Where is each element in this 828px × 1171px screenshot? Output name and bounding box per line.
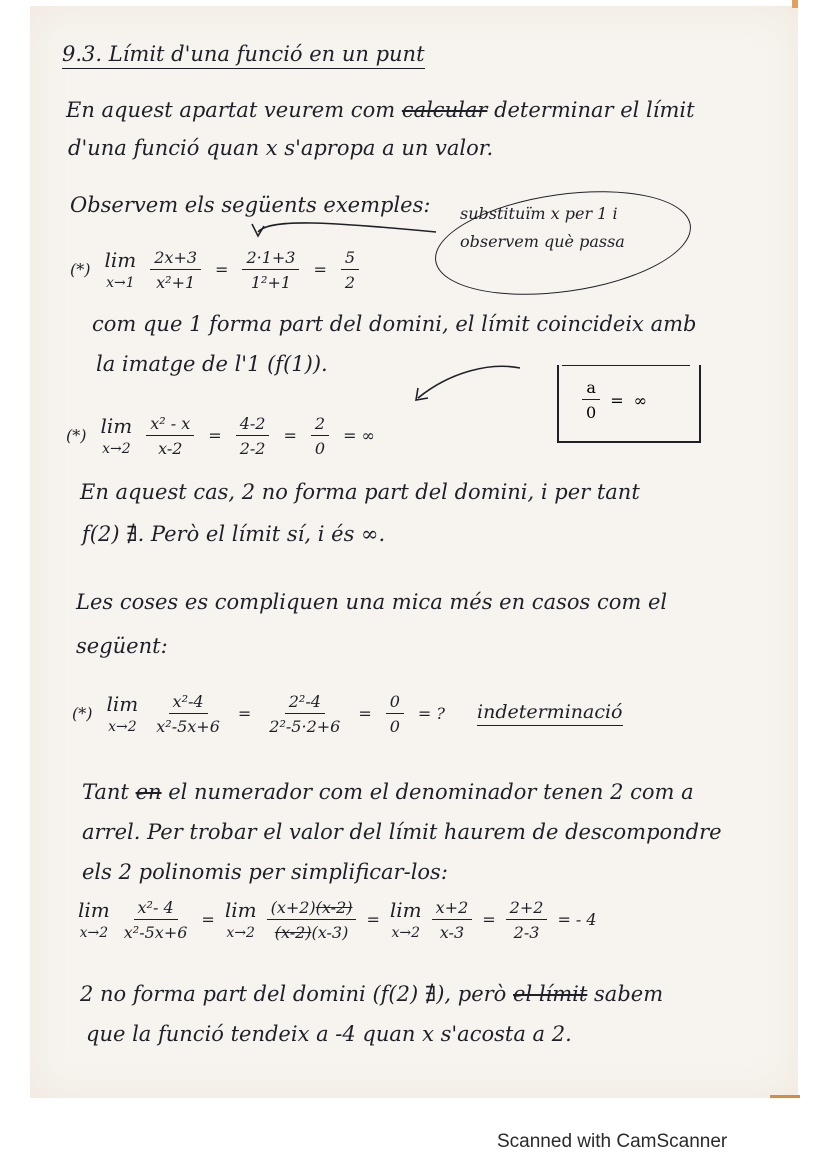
question-result: = ? — [417, 704, 445, 724]
conclusion-line-2: que la funció tendeix a -4 quan x s'acosta a 2. — [86, 1022, 572, 1046]
fraction-numerator: 2 — [311, 414, 329, 436]
factor-line-3: els 2 polinomis per simplificar-los: — [82, 860, 448, 884]
lim-subscript: x→2 — [108, 719, 137, 735]
intro-line-2: d'una funció quan x s'apropa a un valor. — [68, 136, 494, 160]
infinity-symbol: ∞ — [633, 390, 647, 410]
factor-text-b: el numerador com el denominador tenen 2 com a — [168, 780, 694, 804]
lim-subscript: x→1 — [106, 275, 135, 291]
fraction-denominator: x-2 — [158, 438, 183, 458]
lim-label: lim — [224, 898, 257, 922]
bubble-arrow — [258, 223, 436, 232]
final-result: = - 4 — [557, 910, 597, 930]
lim-subscript: x→2 — [79, 925, 109, 941]
cancelled-factor: (x-2) — [315, 897, 353, 917]
equals-sign: = — [482, 910, 496, 930]
fraction-denominator: x-3 — [439, 922, 465, 942]
fraction-denominator: x²+1 — [156, 272, 196, 292]
fraction-numerator: 5 — [341, 248, 359, 270]
example-marker: (*) — [70, 260, 91, 280]
example-1-text-line-1: com que 1 forma part del domini, el límit coincideix amb — [92, 312, 697, 336]
box-arrow — [418, 366, 520, 398]
indeterminate-label: indeterminació — [477, 701, 623, 726]
equals-sign: = — [358, 704, 372, 724]
struck-word: el límit — [513, 982, 588, 1006]
factor-line-2: arrel. Per trobar el valor del límit haurem de descompondre — [82, 820, 722, 844]
fraction-denominator: 1²+1 — [250, 272, 292, 292]
fraction-denominator: 2-3 — [513, 922, 540, 942]
struck-word: en — [135, 780, 162, 804]
equals-sign: = — [313, 260, 327, 280]
fraction-numerator: 0 — [386, 692, 404, 714]
complicated-line-2: següent: — [76, 634, 168, 658]
equals-sign: = — [610, 390, 624, 410]
fraction-denominator: 2 — [344, 272, 356, 292]
lim-label: lim — [104, 248, 137, 272]
factor-b: (x-3) — [311, 922, 349, 942]
fraction-numerator: x² - x — [146, 414, 194, 436]
fraction-numerator: a — [582, 378, 600, 400]
fraction-denominator: 2-2 — [239, 438, 266, 458]
factor-text-a: Tant — [82, 780, 129, 804]
fraction-denominator: 0 — [389, 716, 400, 736]
bubble-line-2: observem què passa — [460, 232, 625, 251]
example-1-text-line-2: la imatge de l'1 (f(1)). — [96, 352, 328, 376]
fraction-numerator: 2·1+3 — [242, 248, 299, 270]
scanner-watermark: Scanned with CamScanner — [497, 1131, 728, 1152]
struck-word: calcular — [401, 98, 488, 122]
conclusion-text-a: 2 no forma part del domini (f(2) ∄), però — [80, 982, 507, 1006]
fraction-denominator: 0 — [586, 403, 597, 422]
fraction-numerator: 2+2 — [506, 898, 548, 920]
cancelled-factor: (x-2) — [274, 922, 312, 942]
section-title: 9.3. Límit d'una funció en un punt — [62, 42, 425, 69]
equals-sign: = — [201, 910, 215, 930]
fraction-denominator: x²-5x+6 — [123, 922, 188, 942]
infinity-result: = ∞ — [343, 426, 375, 446]
fraction-numerator: 4-2 — [236, 414, 270, 436]
lim-label: lim — [106, 692, 139, 716]
fraction-denominator: 0 — [314, 438, 326, 458]
bubble-arrow-head — [252, 224, 264, 236]
fraction-numerator: 2²-4 — [285, 692, 325, 714]
conclusion-text-b: sabem — [594, 982, 664, 1006]
lim-subscript: x→2 — [391, 925, 421, 941]
example-2-text-line-2: f(2) ∄. Però el límit sí, i és ∞. — [82, 522, 386, 546]
example-marker: (*) — [72, 704, 93, 724]
intro-text-b: determinar el límit — [494, 98, 695, 122]
example-marker: (*) — [66, 426, 87, 446]
equals-sign: = — [237, 704, 252, 724]
lim-subscript: x→2 — [226, 925, 255, 941]
fraction-denominator: x²-5x+6 — [156, 716, 220, 736]
fraction-numerator: x²-4 — [169, 692, 208, 714]
intro-text-a: En aquest apartat veurem com — [66, 98, 396, 122]
fraction-denominator: 2²-5·2+6 — [269, 716, 341, 736]
factor-a: (x+2) — [270, 897, 316, 917]
example-2-text-line-1: En aquest cas, 2 no forma part del domini, i per tant — [80, 480, 640, 504]
fraction-numerator: x+2 — [432, 898, 473, 920]
equals-sign: = — [215, 260, 229, 280]
examples-intro: Observem els següents exemples: — [70, 193, 431, 217]
lim-subscript: x→2 — [102, 441, 131, 457]
fraction-numerator: x²- 4 — [134, 898, 178, 920]
fraction-numerator: 2x+3 — [150, 248, 201, 270]
complicated-line-1: Les coses es compliquen una mica més en casos com el — [76, 590, 668, 614]
lim-label: lim — [100, 414, 133, 438]
lim-label: lim — [389, 898, 422, 922]
bubble-line-1: substituïm x per 1 i — [460, 204, 618, 223]
lim-label: lim — [78, 898, 110, 922]
equals-sign: = — [283, 426, 297, 446]
equals-sign: = — [366, 910, 380, 930]
equals-sign: = — [208, 426, 222, 446]
